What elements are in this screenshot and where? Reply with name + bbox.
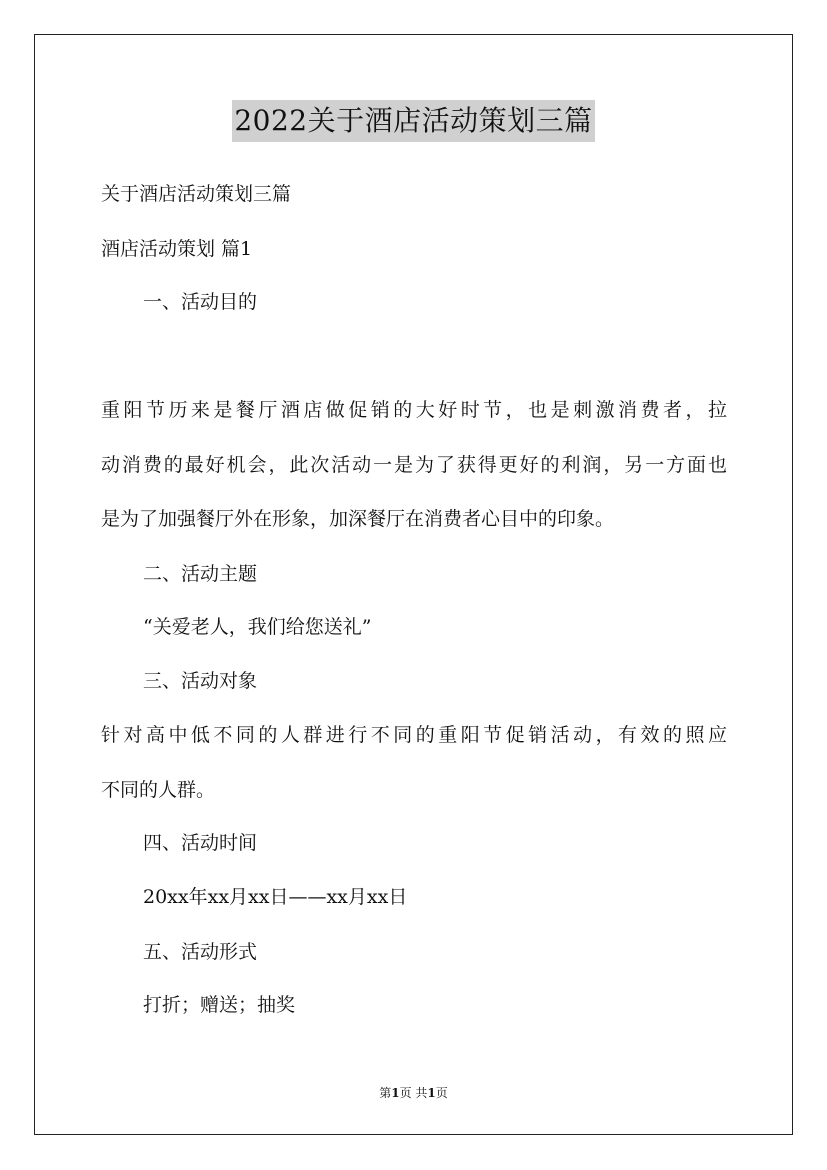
subtitle: 关于酒店活动策划三篇 [101,183,292,205]
footer-middle: 页 共 [399,1086,428,1100]
paragraph-audience-line-1: 针对高中低不同的人群进行不同的重阳节促销活动，有效的照应 [101,724,727,746]
paragraph-purpose-line-3: 是为了加强餐厅外在形象，加深餐厅在消费者心目中的印象。 [101,508,615,530]
section-heading: 酒店活动策划 篇1 [101,238,253,260]
heading-form: 五、活动形式 [143,941,258,963]
theme-text: “关爱老人，我们给您送礼” [143,616,372,638]
heading-theme: 二、活动主题 [143,563,258,585]
footer-page-number: 1 [391,1086,400,1100]
time-text: 20xx年xx月xx日——xx月xx日 [143,886,408,908]
heading-time: 四、活动时间 [143,832,258,854]
footer-total-pages: 1 [427,1086,436,1100]
document-title: 2022关于酒店活动策划三篇 [232,100,594,142]
heading-purpose: 一、活动目的 [143,291,258,313]
paragraph-audience-line-2: 不同的人群。 [101,779,216,801]
paragraph-purpose-line-1: 重阳节历来是餐厅酒店做促销的大好时节，也是刺激消费者，拉 [101,399,727,421]
footer-prefix: 第 [379,1086,392,1100]
form-text: 打折；赠送；抽奖 [143,994,296,1016]
page-footer [0,1084,827,1102]
title-container [0,100,827,142]
heading-audience: 三、活动对象 [143,670,258,692]
paragraph-purpose-line-2: 动消费的最好机会，此次活动一是为了获得更好的利润，另一方面也 [101,454,727,476]
footer-suffix: 页 [435,1086,448,1100]
